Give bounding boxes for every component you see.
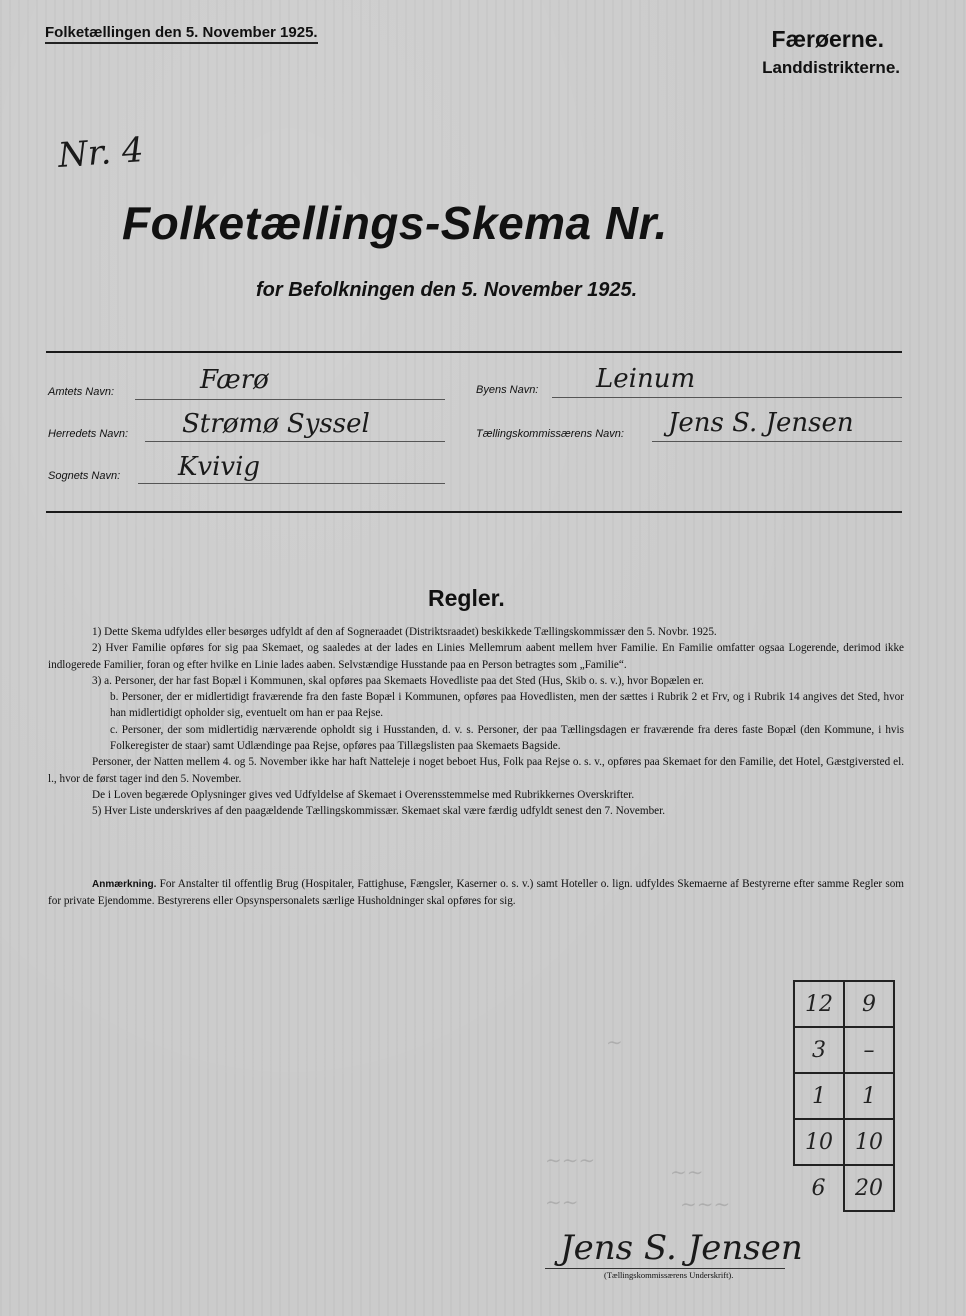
rule-5: 5) Hver Liste underskrives af den paagældende Tællingskommissær. Skemaet skal være færdig udfyldt senest den 7. November. (92, 805, 666, 818)
rule-3d: Personer, der Natten mellem 4. og 5. November ikke har haft Natteleje i noget beboet Hus, Folk paa Rejse o. s. v., opføres paa Skemaet for den Familie, det Hotel, Gæstgiversted el. l., hvor de først tager ind den 5. November. (48, 756, 904, 785)
rule-3b: b. Personer, der er midlertidigt fraværende fra den faste Bopæl i Kommunen, opføres paa Hovedlisten, men der sættes i Rubrik 2 et Frv, og i Rubrik 14 angives det Sted, hvor han midlertidigt opholder sig, eventuelt om han er paa Rejse. (110, 691, 904, 720)
amt-value: Færø (200, 365, 269, 395)
tally-cell: 6 (811, 1176, 826, 1201)
tally-cell: 3 (794, 1027, 844, 1073)
note-label: Anmærkning. (92, 879, 157, 890)
region-header: Færøerne. (771, 26, 884, 52)
sogn-line (138, 482, 445, 484)
bleed-through-mark: ∼ (606, 1030, 623, 1054)
rule-2: 2) Hver Familie opføres for sig paa Skemaet, og saaledes at der lades en Linies Mellemrum aabent mellem hver Familie. En Familie omfatter ogsaa Logerende, derimod ikke indlogerede Familier, foran og efter hvilke en Linie lades aaben. Selvstændige Husstande paa en Person betragtes som „Familie“. (48, 642, 904, 671)
bleed-through-mark: ∼∼ (670, 1160, 704, 1184)
tally-cell: 10 (794, 1119, 844, 1165)
signature-caption: (Tællingskommissærens Underskrift). (604, 1270, 734, 1280)
commissioner-signature: Jens S. Jensen (560, 1228, 803, 1268)
tally-cell: 9 (844, 981, 894, 1027)
sogn-label: Sognets Navn: (48, 470, 121, 482)
kommissaer-line (652, 440, 902, 442)
by-value: Leinum (596, 364, 696, 394)
amt-label: Amtets Navn: (48, 386, 115, 398)
kommissaer-label: Tællingskommissærens Navn: (476, 428, 624, 440)
note-block (48, 876, 904, 910)
form-subtitle: for Befolkningen den 5. November 1925. (256, 279, 638, 301)
rule-3a: 3) a. Personer, der har fast Bopæl i Kommunen, skal opføres paa Skemaets Hovedliste paa det Sted (Hus, Skib o. s. v.), hvor Bopælen er. (92, 674, 704, 687)
tally-cell: 1 (794, 1073, 844, 1119)
tally-cell: – (844, 1027, 894, 1073)
rules-list (48, 624, 904, 820)
sogn-value: Kvivig (178, 452, 261, 482)
top-rule (46, 351, 902, 353)
signature-line (545, 1268, 785, 1269)
herred-label: Herredets Navn: (48, 428, 129, 440)
tally-table (793, 980, 895, 1212)
rule-3c: c. Personer, der som midlertidig nærværende opholdt sig i Husstanden, d. v. s. Personer, der paa Tællingsdagen er fraværende fra deres faste Bopæl (den Kommune, i hvis Folkeregister de staar) samt Udlændinge paa Rejse, opføres paa Tillægslisten paa Skemaets Bagside. (110, 723, 904, 753)
by-label: Byens Navn: (476, 384, 539, 396)
tally-cell: 12 (794, 981, 844, 1027)
rule-4: De i Loven begærede Oplysninger gives ved Udfyldelse af Skemaet i Overensstemmelse med Rubrikkernes Overskrifter. (92, 788, 635, 801)
bleed-through-mark: ∼∼∼ (545, 1148, 596, 1172)
district-header: Landdistrikterne. (762, 58, 900, 77)
note-text: For Anstalter til offentlig Brug (Hospitaler, Fattighuse, Fængsler, Kaserner o. s. v.) samt Hoteller o. lign. udfyldes Skemaerne af Bestyrerne efter samme Regler som for private Ejendomme. Bestyrerens eller Opsynspersonalets særlige Husholdninger skal opføres for sig. (48, 878, 904, 907)
tally-cell: 20 (844, 1165, 894, 1211)
tally-row (794, 1073, 894, 1119)
rules-heading: Regler. (428, 585, 505, 611)
tally-cell: 1 (844, 1073, 894, 1119)
census-date-header: Folketællingen den 5. November 1925. (45, 24, 318, 44)
bleed-through-mark: ∼∼∼ (680, 1192, 731, 1216)
herred-value: Strømø Syssel (182, 409, 370, 439)
middle-rule (46, 511, 902, 513)
tally-row (794, 1119, 894, 1165)
herred-line (145, 440, 445, 442)
kommissaer-value: Jens S. Jensen (668, 408, 854, 438)
tally-cell: 10 (844, 1119, 894, 1165)
amt-line (135, 398, 445, 400)
by-line (552, 396, 902, 398)
tally-row (794, 981, 894, 1027)
form-title: Folketællings-Skema Nr. (122, 197, 668, 249)
bleed-through-mark: ∼∼ (545, 1190, 579, 1214)
handwritten-form-number: Nr. 4 (56, 130, 145, 176)
tally-row (794, 1027, 894, 1073)
rule-1: 1) Dette Skema udfyldes eller besørges udfyldt af den af Sogneraadet (Distriktsraadet) beskikkede Tællingskommissær den 5. Novbr. 1925. (92, 626, 717, 638)
tally-row (794, 1165, 894, 1211)
